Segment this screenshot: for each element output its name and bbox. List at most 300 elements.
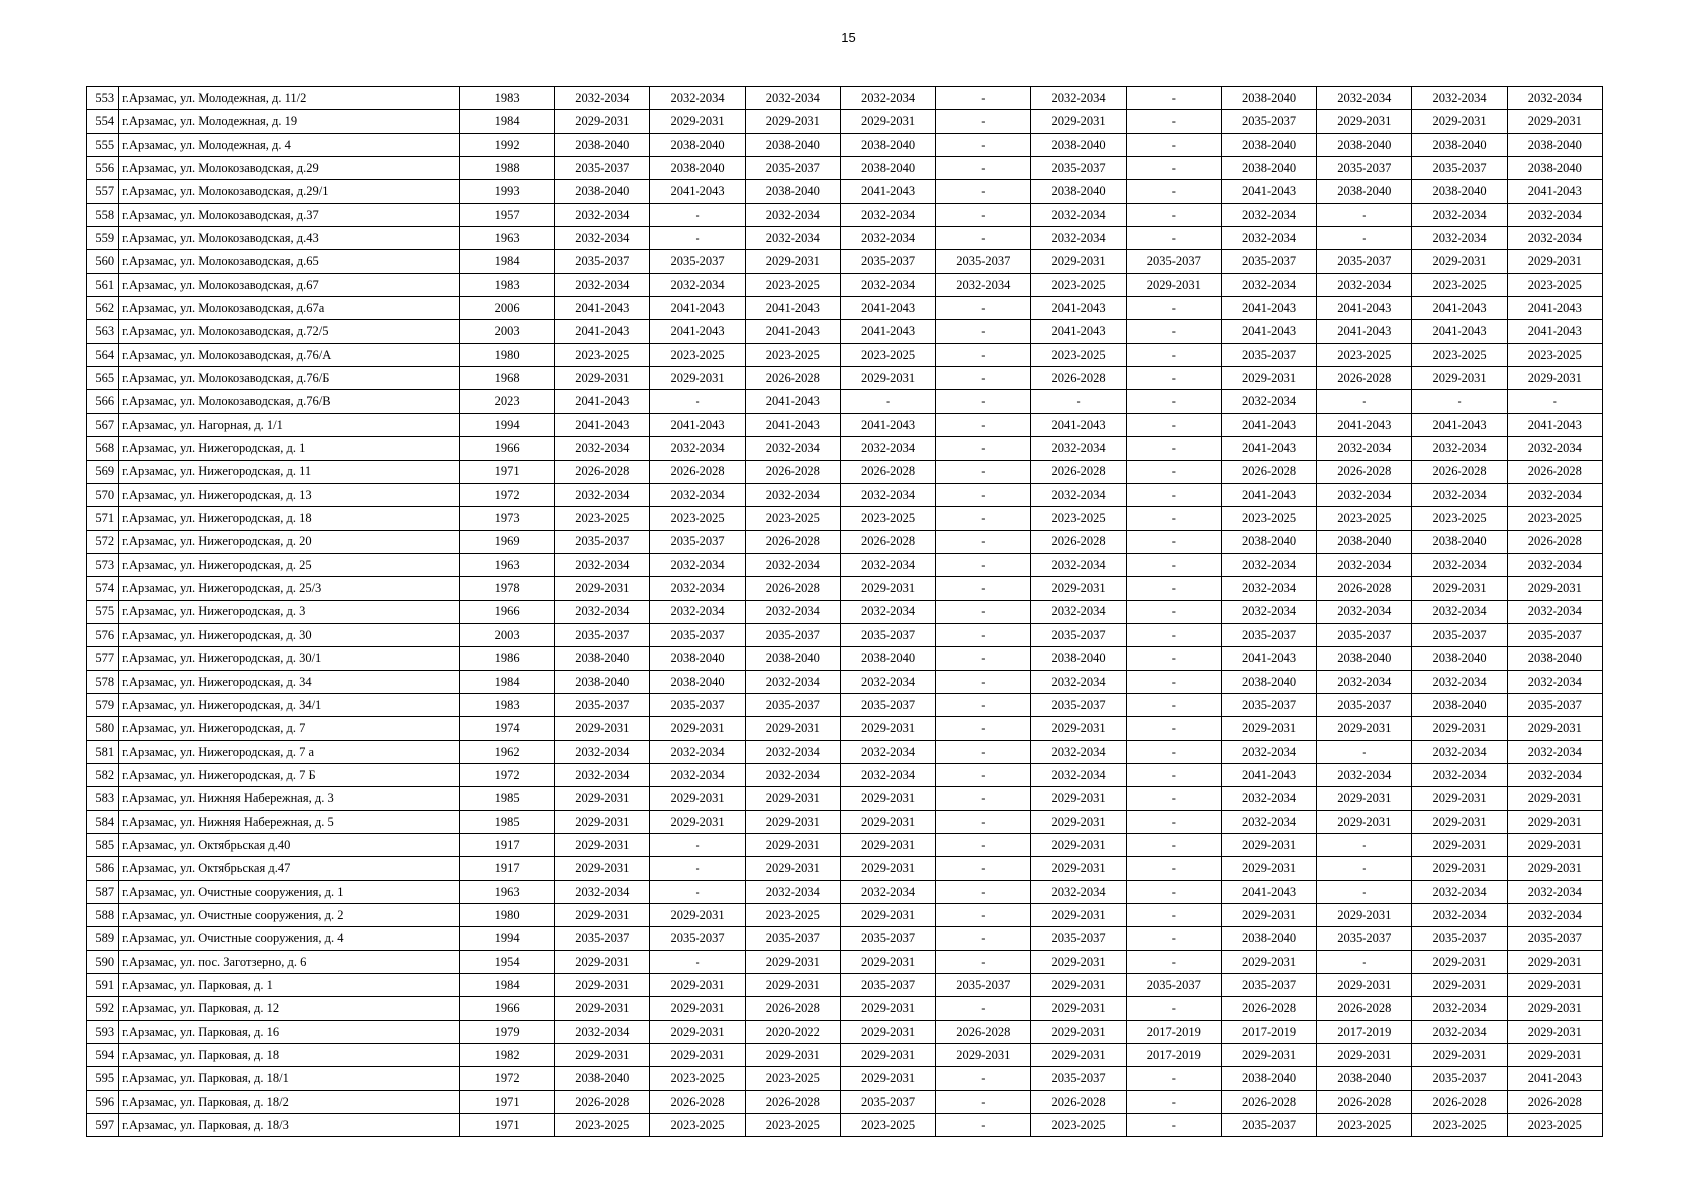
- schedule-cell: 2038-2040: [555, 670, 650, 693]
- table-row: [87, 87, 1603, 110]
- schedule-cell: -: [1126, 507, 1221, 530]
- schedule-cell: 2038-2040: [1412, 180, 1507, 203]
- schedule-cell: -: [936, 647, 1031, 670]
- address-cell: г.Арзамас, ул. Нижегородская, д. 7 а: [119, 740, 460, 763]
- row-number-cell: 568: [87, 437, 119, 460]
- schedule-cell: -: [1126, 740, 1221, 763]
- schedule-cell: -: [1126, 297, 1221, 320]
- schedule-cell: 2041-2043: [650, 297, 745, 320]
- schedule-cell: 2038-2040: [745, 180, 840, 203]
- row-number-cell: 591: [87, 974, 119, 997]
- address-cell: г.Арзамас, ул. Нижегородская, д. 34/1: [119, 693, 460, 716]
- schedule-cell: 2032-2034: [555, 763, 650, 786]
- schedule-cell: 2041-2043: [650, 413, 745, 436]
- schedule-cell: 2029-2031: [1031, 1044, 1126, 1067]
- schedule-cell: -: [1317, 390, 1412, 413]
- schedule-cell: 2032-2034: [1221, 553, 1316, 576]
- table-row: [87, 343, 1603, 366]
- schedule-cell: 2029-2031: [840, 1020, 935, 1043]
- year-built-cell: 1954: [459, 950, 554, 973]
- table-row: [87, 763, 1603, 786]
- schedule-cell: -: [1126, 717, 1221, 740]
- schedule-cell: 2026-2028: [1507, 1090, 1602, 1113]
- table-row: [87, 133, 1603, 156]
- address-cell: г.Арзамас, ул. Молокозаводская, д.29/1: [119, 180, 460, 203]
- schedule-cell: -: [1126, 203, 1221, 226]
- schedule-cell: 2029-2031: [555, 577, 650, 600]
- schedule-cell: 2041-2043: [1221, 413, 1316, 436]
- row-number-cell: 560: [87, 250, 119, 273]
- schedule-cell: 2026-2028: [1412, 1090, 1507, 1113]
- schedule-cell: 2029-2031: [650, 1044, 745, 1067]
- schedule-cell: -: [650, 227, 745, 250]
- schedule-cell: 2032-2034: [1031, 227, 1126, 250]
- schedule-cell: -: [936, 693, 1031, 716]
- address-cell: г.Арзамас, ул. Молокозаводская, д.72/5: [119, 320, 460, 343]
- row-number-cell: 567: [87, 413, 119, 436]
- row-number-cell: 595: [87, 1067, 119, 1090]
- schedule-cell: 2023-2025: [840, 507, 935, 530]
- schedule-cell: 2038-2040: [1412, 133, 1507, 156]
- row-number-cell: 587: [87, 880, 119, 903]
- row-number-cell: 565: [87, 367, 119, 390]
- schedule-cell: 2032-2034: [650, 87, 745, 110]
- row-number-cell: 579: [87, 693, 119, 716]
- table-row: [87, 390, 1603, 413]
- schedule-cell: 2041-2043: [1507, 180, 1602, 203]
- schedule-cell: -: [1126, 1090, 1221, 1113]
- schedule-cell: 2035-2037: [555, 693, 650, 716]
- schedule-cell: -: [1126, 483, 1221, 506]
- schedule-cell: 2029-2031: [840, 1044, 935, 1067]
- schedule-cell: 2029-2031: [1412, 250, 1507, 273]
- schedule-cell: 2035-2037: [650, 250, 745, 273]
- schedule-cell: 2029-2031: [555, 110, 650, 133]
- schedule-cell: -: [1126, 320, 1221, 343]
- schedule-cell: 2026-2028: [1031, 460, 1126, 483]
- schedule-cell: 2029-2031: [650, 997, 745, 1020]
- schedule-cell: 2035-2037: [1031, 623, 1126, 646]
- schedule-cell: 2029-2031: [1317, 974, 1412, 997]
- schedule-cell: -: [1126, 553, 1221, 576]
- schedule-cell: 2041-2043: [650, 180, 745, 203]
- schedule-cell: 2029-2031: [840, 367, 935, 390]
- schedule-cell: 2029-2031: [1507, 250, 1602, 273]
- row-number-cell: 573: [87, 553, 119, 576]
- schedule-cell: 2038-2040: [840, 157, 935, 180]
- schedule-cell: 2041-2043: [1221, 483, 1316, 506]
- schedule-cell: 2035-2037: [1412, 623, 1507, 646]
- schedule-cell: 2029-2031: [745, 974, 840, 997]
- schedule-cell: 2029-2031: [1412, 367, 1507, 390]
- table-row: [87, 647, 1603, 670]
- row-number-cell: 572: [87, 530, 119, 553]
- schedule-cell: 2029-2031: [1221, 717, 1316, 740]
- schedule-cell: 2026-2028: [745, 530, 840, 553]
- schedule-cell: 2029-2031: [1126, 273, 1221, 296]
- row-number-cell: 577: [87, 647, 119, 670]
- year-built-cell: 1982: [459, 1044, 554, 1067]
- schedule-cell: 2038-2040: [1412, 530, 1507, 553]
- row-number-cell: 597: [87, 1114, 119, 1137]
- schedule-cell: 2035-2037: [1126, 974, 1221, 997]
- year-built-cell: 1983: [459, 273, 554, 296]
- address-cell: г.Арзамас, ул. Молодежная, д. 4: [119, 133, 460, 156]
- schedule-cell: 2026-2028: [745, 367, 840, 390]
- schedule-cell: 2029-2031: [555, 857, 650, 880]
- schedule-cell: 2032-2034: [1507, 880, 1602, 903]
- schedule-cell: 2032-2034: [745, 763, 840, 786]
- schedule-cell: 2023-2025: [1317, 507, 1412, 530]
- schedule-cell: 2032-2034: [745, 740, 840, 763]
- row-number-cell: 561: [87, 273, 119, 296]
- schedule-cell: 2032-2034: [745, 227, 840, 250]
- schedule-cell: -: [1126, 834, 1221, 857]
- schedule-cell: 2029-2031: [650, 367, 745, 390]
- schedule-cell: 2023-2025: [840, 1114, 935, 1137]
- schedule-cell: 2032-2034: [555, 273, 650, 296]
- schedule-cell: 2023-2025: [1507, 343, 1602, 366]
- schedule-cell: 2032-2034: [555, 600, 650, 623]
- schedule-cell: -: [936, 787, 1031, 810]
- table-row: [87, 693, 1603, 716]
- year-built-cell: 1966: [459, 600, 554, 623]
- year-built-cell: 1980: [459, 904, 554, 927]
- row-number-cell: 562: [87, 297, 119, 320]
- row-number-cell: 585: [87, 834, 119, 857]
- schedule-cell: 2032-2034: [1412, 227, 1507, 250]
- address-cell: г.Арзамас, ул. Молокозаводская, д.37: [119, 203, 460, 226]
- year-built-cell: 1979: [459, 1020, 554, 1043]
- schedule-cell: -: [1126, 413, 1221, 436]
- schedule-cell: 2026-2028: [840, 530, 935, 553]
- schedule-cell: 2032-2034: [1507, 763, 1602, 786]
- schedule-cell: 2032-2034: [1412, 740, 1507, 763]
- schedule-cell: -: [1126, 367, 1221, 390]
- schedule-cell: 2029-2031: [745, 717, 840, 740]
- year-built-cell: 1963: [459, 227, 554, 250]
- schedule-cell: 2026-2028: [650, 1090, 745, 1113]
- schedule-cell: 2023-2025: [1031, 273, 1126, 296]
- row-number-cell: 576: [87, 623, 119, 646]
- schedule-cell: -: [936, 390, 1031, 413]
- schedule-cell: 2032-2034: [1031, 437, 1126, 460]
- schedule-cell: 2032-2034: [1412, 483, 1507, 506]
- schedule-cell: -: [936, 950, 1031, 973]
- schedule-cell: 2032-2034: [840, 203, 935, 226]
- address-cell: г.Арзамас, ул. Нижегородская, д. 20: [119, 530, 460, 553]
- schedule-cell: 2029-2031: [1412, 110, 1507, 133]
- schedule-cell: 2038-2040: [1221, 1067, 1316, 1090]
- schedule-cell: 2038-2040: [840, 133, 935, 156]
- year-built-cell: 1984: [459, 110, 554, 133]
- schedule-cell: 2041-2043: [555, 320, 650, 343]
- schedule-cell: 2029-2031: [1031, 857, 1126, 880]
- table-row: [87, 180, 1603, 203]
- schedule-cell: 2041-2043: [555, 297, 650, 320]
- schedule-cell: 2029-2031: [555, 787, 650, 810]
- address-cell: г.Арзамас, ул. Нижегородская, д. 3: [119, 600, 460, 623]
- schedule-cell: 2032-2034: [840, 227, 935, 250]
- schedule-cell: 2035-2037: [650, 623, 745, 646]
- schedule-cell: 2032-2034: [745, 553, 840, 576]
- schedule-cell: 2029-2031: [1317, 904, 1412, 927]
- schedule-cell: 2029-2031: [1221, 834, 1316, 857]
- schedule-cell: 2032-2034: [1507, 87, 1602, 110]
- address-cell: г.Арзамас, ул. Нижегородская, д. 7 Б: [119, 763, 460, 786]
- schedule-cell: 2035-2037: [936, 250, 1031, 273]
- table-row: [87, 717, 1603, 740]
- schedule-cell: 2029-2031: [1412, 834, 1507, 857]
- schedule-cell: 2032-2034: [936, 273, 1031, 296]
- schedule-cell: -: [936, 203, 1031, 226]
- schedule-cell: -: [650, 390, 745, 413]
- schedule-cell: 2032-2034: [1412, 763, 1507, 786]
- schedule-cell: -: [936, 997, 1031, 1020]
- schedule-cell: 2041-2043: [1221, 647, 1316, 670]
- schedule-cell: 2032-2034: [1412, 600, 1507, 623]
- schedule-cell: 2029-2031: [650, 974, 745, 997]
- schedule-cell: 2032-2034: [555, 437, 650, 460]
- schedule-cell: 2023-2025: [1317, 1114, 1412, 1137]
- schedule-cell: 2041-2043: [1507, 1067, 1602, 1090]
- row-number-cell: 569: [87, 460, 119, 483]
- schedule-cell: 2038-2040: [555, 1067, 650, 1090]
- table-row: [87, 250, 1603, 273]
- schedule-cell: 2029-2031: [1031, 904, 1126, 927]
- row-number-cell: 596: [87, 1090, 119, 1113]
- table-row: [87, 110, 1603, 133]
- schedule-cell: 2038-2040: [1031, 180, 1126, 203]
- row-number-cell: 593: [87, 1020, 119, 1043]
- schedule-cell: 2029-2031: [1507, 857, 1602, 880]
- schedule-cell: 2041-2043: [1317, 297, 1412, 320]
- table-row: [87, 413, 1603, 436]
- year-built-cell: 1985: [459, 787, 554, 810]
- schedule-cell: 2023-2025: [1412, 507, 1507, 530]
- schedule-cell: 2038-2040: [1317, 647, 1412, 670]
- schedule-cell: 2023-2025: [745, 343, 840, 366]
- row-number-cell: 580: [87, 717, 119, 740]
- schedule-cell: 2020-2022: [745, 1020, 840, 1043]
- address-cell: г.Арзамас, ул. Парковая, д. 18/2: [119, 1090, 460, 1113]
- schedule-cell: 2029-2031: [1412, 810, 1507, 833]
- schedule-cell: 2041-2043: [1221, 320, 1316, 343]
- table-row: [87, 740, 1603, 763]
- schedule-cell: 2029-2031: [1031, 810, 1126, 833]
- schedule-cell: 2032-2034: [1507, 483, 1602, 506]
- schedule-cell: 2035-2037: [1031, 693, 1126, 716]
- schedule-cell: 2029-2031: [555, 717, 650, 740]
- schedule-cell: -: [1317, 857, 1412, 880]
- schedule-cell: 2035-2037: [555, 623, 650, 646]
- table-row: [87, 203, 1603, 226]
- row-number-cell: 589: [87, 927, 119, 950]
- schedule-cell: 2041-2043: [1221, 880, 1316, 903]
- schedule-cell: 2026-2028: [1031, 367, 1126, 390]
- year-built-cell: 1984: [459, 670, 554, 693]
- schedule-cell: 2029-2031: [840, 904, 935, 927]
- schedule-cell: 2017-2019: [1126, 1020, 1221, 1043]
- schedule-cell: 2035-2037: [840, 974, 935, 997]
- schedule-cell: 2029-2031: [1221, 367, 1316, 390]
- schedule-cell: -: [1126, 763, 1221, 786]
- schedule-cell: 2023-2025: [555, 343, 650, 366]
- schedule-cell: -: [1317, 880, 1412, 903]
- table-row: [87, 553, 1603, 576]
- schedule-cell: 2041-2043: [1317, 320, 1412, 343]
- schedule-cell: -: [1126, 133, 1221, 156]
- schedule-cell: 2032-2034: [1221, 787, 1316, 810]
- schedule-cell: 2023-2025: [650, 343, 745, 366]
- schedule-cell: 2032-2034: [650, 600, 745, 623]
- schedule-cell: 2017-2019: [1317, 1020, 1412, 1043]
- year-built-cell: 1971: [459, 1114, 554, 1137]
- schedule-cell: 2032-2034: [555, 483, 650, 506]
- schedule-cell: 2029-2031: [1507, 974, 1602, 997]
- schedule-cell: 2035-2037: [555, 530, 650, 553]
- schedule-cell: 2032-2034: [1221, 390, 1316, 413]
- schedule-cell: 2032-2034: [840, 553, 935, 576]
- schedule-cell: 2032-2034: [650, 577, 745, 600]
- schedule-cell: 2026-2028: [745, 1090, 840, 1113]
- schedule-cell: 2023-2025: [745, 273, 840, 296]
- schedule-cell: -: [936, 904, 1031, 927]
- schedule-cell: 2023-2025: [1031, 1114, 1126, 1137]
- year-built-cell: 1969: [459, 530, 554, 553]
- schedule-cell: -: [936, 717, 1031, 740]
- schedule-cell: 2026-2028: [936, 1020, 1031, 1043]
- schedule-cell: 2023-2025: [1031, 507, 1126, 530]
- year-built-cell: 1962: [459, 740, 554, 763]
- schedule-cell: 2035-2037: [1221, 343, 1316, 366]
- schedule-cell: 2032-2034: [1317, 483, 1412, 506]
- schedule-cell: 2029-2031: [1031, 717, 1126, 740]
- address-cell: г.Арзамас, ул. Молокозаводская, д.67: [119, 273, 460, 296]
- schedule-cell: 2032-2034: [1221, 740, 1316, 763]
- address-cell: г.Арзамас, ул. Парковая, д. 12: [119, 997, 460, 1020]
- schedule-cell: 2029-2031: [1507, 717, 1602, 740]
- schedule-cell: -: [936, 1114, 1031, 1137]
- table-row: [87, 483, 1603, 506]
- schedule-cell: 2032-2034: [1507, 227, 1602, 250]
- schedule-cell: 2035-2037: [1031, 157, 1126, 180]
- schedule-cell: 2032-2034: [840, 87, 935, 110]
- address-cell: г.Арзамас, ул. Нижегородская, д. 1: [119, 437, 460, 460]
- schedule-cell: 2032-2034: [650, 740, 745, 763]
- schedule-cell: 2038-2040: [1317, 530, 1412, 553]
- schedule-cell: 2029-2031: [650, 810, 745, 833]
- schedule-cell: 2032-2034: [555, 1020, 650, 1043]
- schedule-cell: -: [1126, 623, 1221, 646]
- schedule-cell: 2032-2034: [745, 670, 840, 693]
- schedule-cell: 2023-2025: [1412, 1114, 1507, 1137]
- address-cell: г.Арзамас, ул. Нижегородская, д. 30/1: [119, 647, 460, 670]
- table-row: [87, 787, 1603, 810]
- schedule-cell: 2029-2031: [1507, 367, 1602, 390]
- schedule-cell: 2041-2043: [1031, 320, 1126, 343]
- schedule-cell: 2032-2034: [555, 553, 650, 576]
- schedule-cell: -: [1126, 530, 1221, 553]
- schedule-cell: 2038-2040: [1507, 157, 1602, 180]
- schedule-cell: 2026-2028: [1317, 1090, 1412, 1113]
- schedule-cell: 2032-2034: [840, 483, 935, 506]
- row-number-cell: 574: [87, 577, 119, 600]
- schedule-cell: -: [936, 180, 1031, 203]
- year-built-cell: 1980: [459, 343, 554, 366]
- schedule-cell: 2029-2031: [745, 1044, 840, 1067]
- table-row: [87, 834, 1603, 857]
- address-cell: г.Арзамас, ул. Нижегородская, д. 30: [119, 623, 460, 646]
- schedule-cell: 2032-2034: [1507, 740, 1602, 763]
- schedule-cell: 2029-2031: [840, 577, 935, 600]
- schedule-cell: 2032-2034: [745, 203, 840, 226]
- address-cell: г.Арзамас, ул. Молодежная, д. 11/2: [119, 87, 460, 110]
- schedule-cell: 2023-2025: [1507, 1114, 1602, 1137]
- schedule-cell: -: [936, 763, 1031, 786]
- schedule-cell: 2029-2031: [650, 1020, 745, 1043]
- schedule-cell: -: [1126, 180, 1221, 203]
- address-cell: г.Арзамас, ул. Очистные сооружения, д. 4: [119, 927, 460, 950]
- schedule-cell: 2035-2037: [1317, 693, 1412, 716]
- schedule-cell: 2035-2037: [1507, 693, 1602, 716]
- table-row: [87, 460, 1603, 483]
- schedule-cell: 2035-2037: [1221, 693, 1316, 716]
- table-body: [87, 87, 1603, 1137]
- schedule-cell: -: [1126, 157, 1221, 180]
- table-row: [87, 927, 1603, 950]
- schedule-cell: 2038-2040: [1507, 647, 1602, 670]
- schedule-cell: -: [936, 157, 1031, 180]
- schedule-cell: 2023-2025: [650, 1114, 745, 1137]
- address-cell: г.Арзамас, ул. Молокозаводская, д.76/А: [119, 343, 460, 366]
- address-cell: г.Арзамас, ул. Октябрьская д.40: [119, 834, 460, 857]
- schedule-cell: -: [1126, 1114, 1221, 1137]
- schedule-cell: -: [936, 343, 1031, 366]
- table-row: [87, 950, 1603, 973]
- schedule-cell: -: [936, 810, 1031, 833]
- schedule-cell: 2026-2028: [745, 997, 840, 1020]
- year-built-cell: 1972: [459, 1067, 554, 1090]
- schedule-cell: 2035-2037: [650, 927, 745, 950]
- schedule-cell: 2032-2034: [650, 273, 745, 296]
- schedule-cell: 2026-2028: [1317, 367, 1412, 390]
- schedule-cell: 2023-2025: [650, 1067, 745, 1090]
- schedule-cell: 2032-2034: [1031, 740, 1126, 763]
- schedule-cell: 2029-2031: [1412, 857, 1507, 880]
- schedule-cell: 2032-2034: [1412, 553, 1507, 576]
- schedule-cell: 2035-2037: [840, 250, 935, 273]
- table-row: [87, 507, 1603, 530]
- row-number-cell: 586: [87, 857, 119, 880]
- row-number-cell: 590: [87, 950, 119, 973]
- schedule-cell: 2029-2031: [1507, 1020, 1602, 1043]
- schedule-cell: 2032-2034: [1412, 87, 1507, 110]
- address-cell: г.Арзамас, ул. Молокозаводская, д.65: [119, 250, 460, 273]
- schedule-cell: 2035-2037: [1221, 250, 1316, 273]
- schedule-cell: 2035-2037: [1412, 157, 1507, 180]
- schedule-cell: 2035-2037: [840, 927, 935, 950]
- year-built-cell: 1963: [459, 553, 554, 576]
- schedule-cell: 2035-2037: [1317, 250, 1412, 273]
- schedule-cell: 2041-2043: [1412, 413, 1507, 436]
- year-built-cell: 1966: [459, 437, 554, 460]
- schedule-cell: 2029-2031: [1221, 904, 1316, 927]
- row-number-cell: 578: [87, 670, 119, 693]
- schedule-cell: -: [1126, 390, 1221, 413]
- schedule-cell: 2029-2031: [1031, 577, 1126, 600]
- table-row: [87, 1044, 1603, 1067]
